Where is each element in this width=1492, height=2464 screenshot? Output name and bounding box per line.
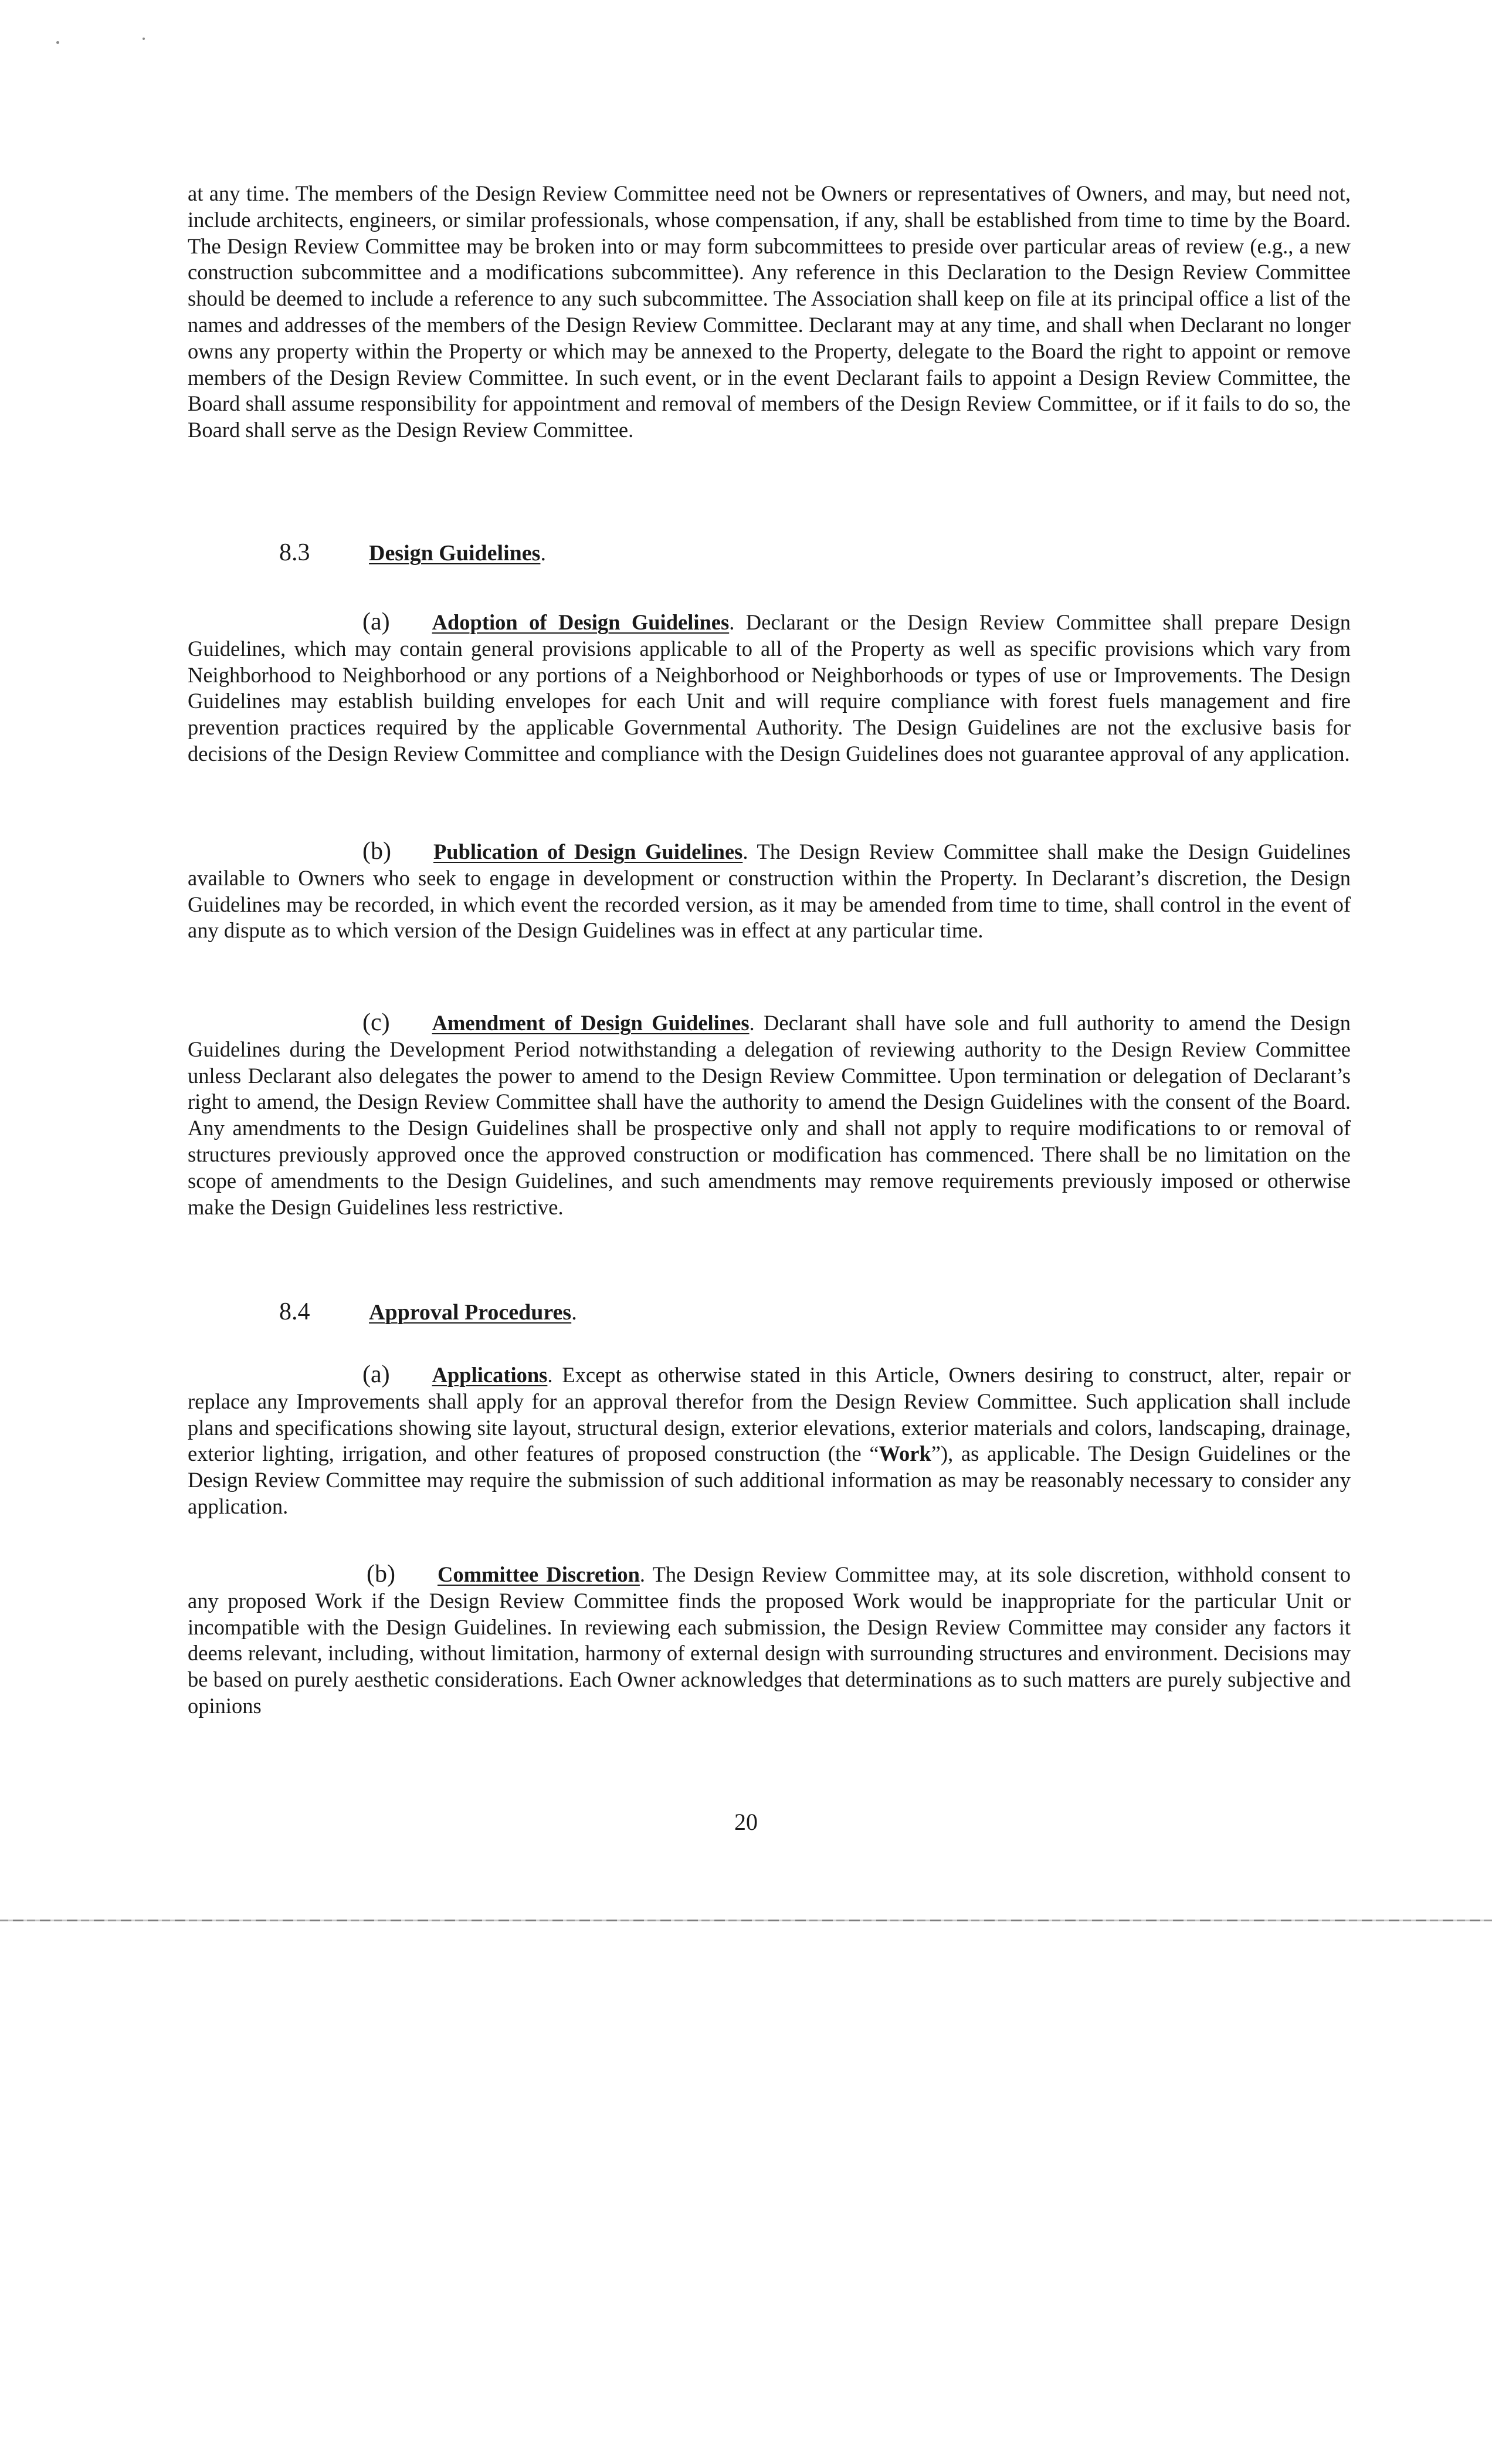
section-8-4-b-title: Committee Discretion	[437, 1562, 640, 1586]
section-8-4-number: 8.4	[279, 1298, 310, 1325]
section-8-3-heading	[279, 540, 546, 566]
section-8-4-b-body: . The Design Review Committee may, at its sole discretion, withhold consent to any proposed Work if the Design Review Committee finds the proposed Work would be inappropriate for the particular Unit or incompatible with the Design Guidelines. In reviewing each submission, the Design Review Committee may consider any factors it deems relevant, including, without limitation, harmony of external design with surrounding structures and environment. Decisions may be based on purely aesthetic considerations. Each Owner acknowledges that determinations as to such matters are purely subjective and opinions	[188, 1562, 1351, 1718]
scan-speck-right	[143, 38, 145, 40]
page-number: 20	[734, 1809, 758, 1835]
section-8-3-a-body: . Declarant or the Design Review Committee shall prepare Design Guidelines, which may contain general provisions applicable to all of the Property as well as specific provisions which vary from Neighborhood to Neighborhood or any portions of a Neighborhood or Neighborhoods or types of use or Improvements. The Design Guidelines may establish building envelopes for each Unit and will require compliance with forest fuels management and fire prevention practices required by the applicable Governmental Authority. The Design Guidelines are not the exclusive basis for decisions of the Design Review Committee and compliance with the Design Guidelines does not guarantee approval of any application.	[188, 610, 1351, 766]
section-8-4-a-body-before: . Except as otherwise stated in this Article, Owners desiring to construct, alter, repair or replace any Improvements shall apply for an approval therefor from the Design Review Committee. Such application shall include plans and specifications showing site layout, structural design, exterior elevations, exterior materials and colors, landscaping, drainage, exterior lighting, irrigation, and other features of proposed construction (the “	[188, 1363, 1351, 1466]
scan-edge-line	[0, 1920, 1492, 1921]
section-8-3-b-title: Publication of Design Guidelines	[433, 840, 743, 864]
section-8-4-a-body-after: ”), as applicable. The Design Guidelines or the Design Review Committee may require the submission of such additional information as may be reasonably necessary to consider any application.	[188, 1441, 1351, 1518]
section-8-3-c-body: . Declarant shall have sole and full authority to amend the Design Guidelines during the Development Period notwithstanding a delegation of reviewing authority to the Design Review Committee unless Declarant also delegates the power to amend to the Design Review Committee. Upon termination or delegation of Declarant’s right to amend, the Design Review Committee shall have the authority to amend the Design Guidelines with the consent of the Board. Any amendments to the Design Guidelines shall be prospective only and shall not apply to require modifications to or removal of structures previously approved once the approved construction or modification has commenced. There shall be no limitation on the scope of amendments to the Design Guidelines, and such amendments may remove requirements previously imposed or otherwise make the Design Guidelines less restrictive.	[188, 1011, 1351, 1219]
section-8-3-a-label: (a)	[362, 608, 390, 635]
section-8-4-heading	[279, 1299, 577, 1325]
scan-speck-left	[56, 41, 59, 44]
section-8-4-a-title: Applications	[432, 1363, 548, 1387]
section-8-4-b	[188, 1561, 1351, 1720]
section-8-3-a	[188, 609, 1351, 767]
section-8-3-c-title: Amendment of Design Guidelines	[432, 1011, 750, 1035]
section-8-4-a-defined-term: Work	[879, 1441, 931, 1466]
section-8-4-b-label: (b)	[367, 1561, 395, 1588]
section-8-3-b-label: (b)	[362, 838, 391, 865]
section-8-4-a-label: (a)	[362, 1361, 390, 1388]
section-8-3-c	[188, 1010, 1351, 1220]
section-8-4-title-suffix: .	[571, 1300, 577, 1325]
section-8-3-title: Design Guidelines	[369, 541, 541, 566]
section-8-3-c-label: (c)	[362, 1009, 390, 1036]
section-8-4-title: Approval Procedures	[369, 1300, 572, 1325]
section-8-3-a-title: Adoption of Design Guidelines	[432, 610, 730, 634]
continuation-paragraph-text: at any time. The members of the Design Review Committee need not be Owners or representatives of Owners, and may, but need not, include architects, engineers, or similar professionals, whose compensation, if any, shall be established from time to time by the Board. The Design Review Committee may be broken into or may form subcommittees to preside over particular areas of review (e.g., a new construction subcommittee and a modifications subcommittee). Any reference in this Declaration to the Design Review Committee should be deemed to include a reference to any such subcommittee. The Association shall keep on file at its principal office a list of the names and addresses of the members of the Design Review Committee. Declarant may at any time, and shall when Declarant no longer owns any property within the Property or which may be annexed to the Property, delegate to the Board the right to appoint or remove members of the Design Review Committee. In such event, or in the event Declarant fails to appoint a Design Review Committee, the Board shall assume responsibility for appointment and removal of members of the Design Review Committee, or if it fails to do so, the Board shall serve as the Design Review Committee.	[188, 181, 1351, 442]
continuation-paragraph	[188, 181, 1351, 444]
section-8-3-b	[188, 838, 1351, 944]
section-8-4-a	[188, 1362, 1351, 1520]
section-8-3-title-suffix: .	[540, 541, 546, 566]
section-8-3-b-body: . The Design Review Committee shall make the Design Guidelines available to Owners who seek to engage in development or construction within the Property. In Declarant’s discretion, the Design Guidelines may be recorded, in which event the recorded version, as it may be amended from time to time, shall control in the event of any dispute as to which version of the Design Guidelines was in effect at any particular time.	[188, 840, 1351, 943]
section-8-3-number: 8.3	[279, 539, 310, 566]
